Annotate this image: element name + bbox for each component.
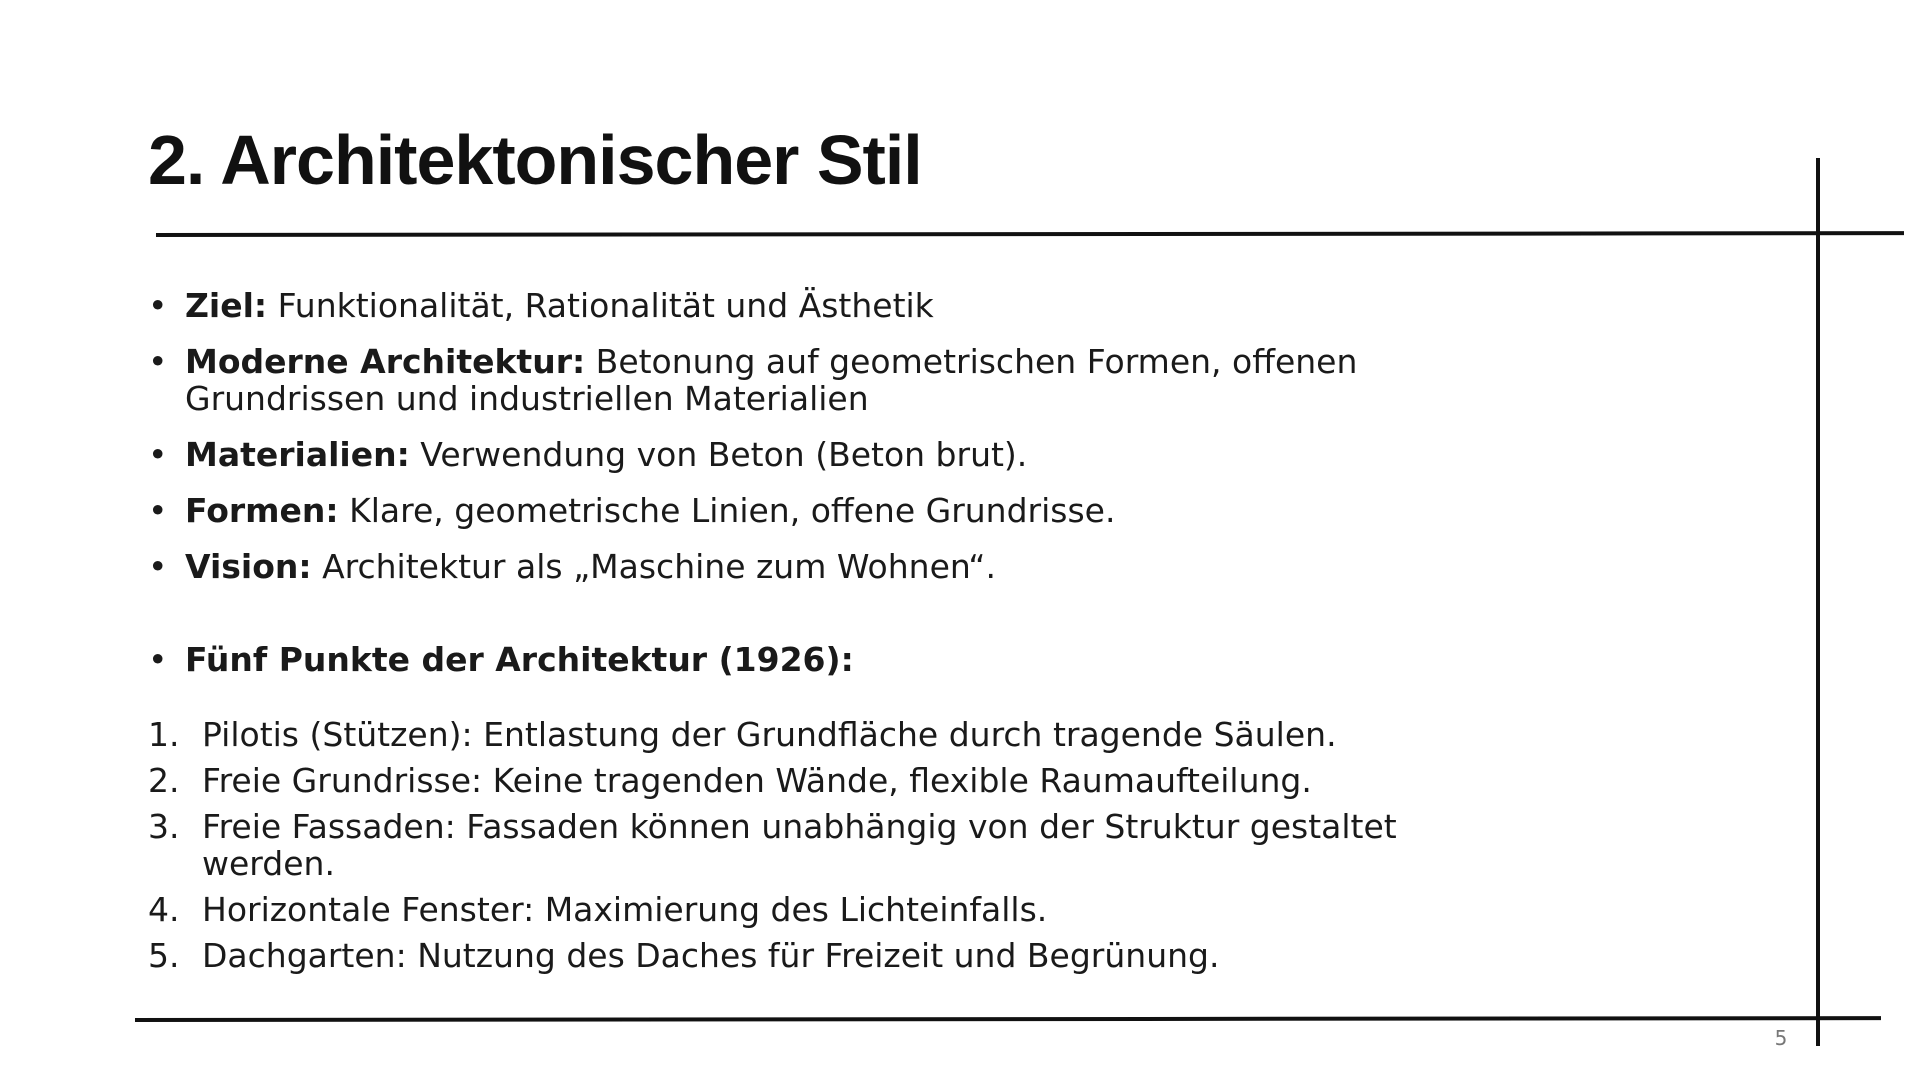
list-item (148, 716, 1448, 753)
step-number: 5. (148, 936, 180, 975)
step-text: Horizontale Fenster: Maximierung des Lichteinfalls. (202, 890, 1048, 929)
list-item (148, 762, 1448, 799)
bullet-dot-icon: • (148, 640, 168, 679)
page-number: 5 (1774, 1026, 1788, 1050)
bullet-item-ziel (148, 287, 1448, 324)
list-item (148, 891, 1448, 928)
title-underline (156, 231, 1904, 237)
bullet-label: Materialien: (185, 435, 410, 474)
bullet-item-formen (148, 492, 1448, 529)
bullet-label: Vision: (185, 547, 312, 586)
five-points-list (148, 716, 1448, 983)
bullet-dot-icon: • (148, 491, 168, 530)
bullet-dot-icon: • (148, 547, 168, 586)
step-text: Dachgarten: Nutzung des Daches für Freizeit und Begrünung. (202, 936, 1220, 975)
bullet-list (148, 287, 1448, 697)
bullet-label: Ziel: (185, 286, 268, 325)
step-number: 4. (148, 890, 180, 929)
step-number: 2. (148, 761, 180, 800)
slide-title: 2. Architektonischer Stil (148, 121, 922, 199)
vertical-divider-line (1816, 158, 1820, 1046)
step-text: Pilotis (Stützen): Entlastung der Grundfläche durch tragende Säulen. (202, 715, 1337, 754)
bullet-label: Fünf Punkte der Architektur (1926): (185, 640, 854, 679)
bullet-dot-icon: • (148, 435, 168, 474)
list-item (148, 808, 1448, 882)
bottom-line (135, 1016, 1881, 1022)
bullet-label: Moderne Architektur: (185, 342, 586, 381)
step-text: Freie Grundrisse: Keine tragenden Wände, flexible Raumaufteilung. (202, 761, 1312, 800)
bullet-text: Funktionalität, Rationalität und Ästhetik (267, 286, 934, 325)
bullet-item-vision (148, 548, 1448, 585)
bullet-dot-icon: • (148, 342, 168, 381)
bullet-text: Klare, geometrische Linien, offene Grundrisse. (338, 491, 1116, 530)
bullet-item-fuenf-punkte (148, 641, 1448, 678)
bullet-dot-icon: • (148, 286, 168, 325)
step-number: 1. (148, 715, 180, 754)
list-item (148, 937, 1448, 974)
bullet-text: Architektur als „Maschine zum Wohnen“. (311, 547, 996, 586)
bullet-label: Formen: (185, 491, 339, 530)
step-number: 3. (148, 807, 180, 846)
bullet-item-materialien (148, 436, 1448, 473)
step-text: Freie Fassaden: Fassaden können unabhängig von der Struktur gestaltet werden. (202, 807, 1397, 883)
bullet-text: Betonung auf geometrischen Formen, offenen Grundrissen und industriellen Materialien (185, 342, 1358, 418)
bullet-text: Verwendung von Beton (Beton brut). (409, 435, 1028, 474)
bullet-item-moderne-architektur (148, 343, 1448, 417)
